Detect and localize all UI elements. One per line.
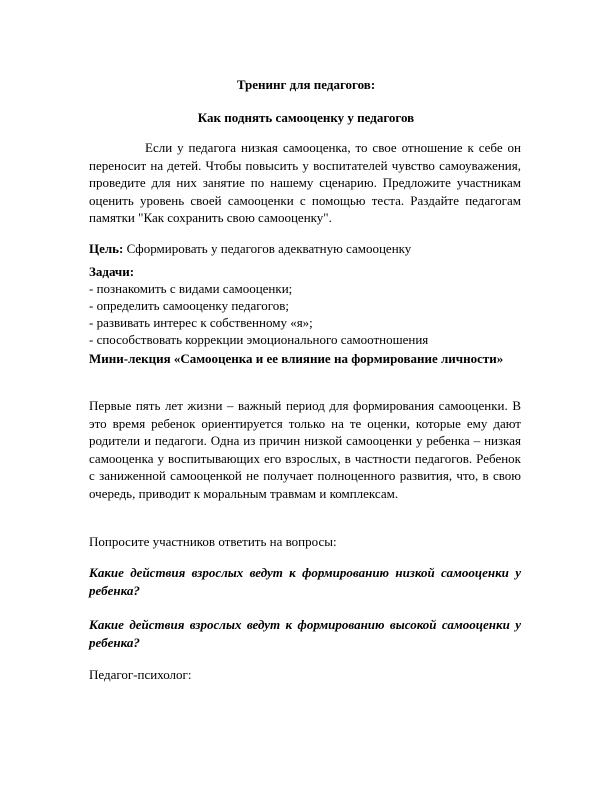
lecture-title: Мини-лекция «Самооценка и ее влияние на формирование личности» <box>89 351 504 366</box>
question-2: Какие действия взрослых ведут к формированию высокой самооценки у ребенка? <box>89 617 521 650</box>
lecture-paragraph: Первые пять лет жизни – важный период для формирования самооценки. В это время ребенок ориентируется только на те оценки, которые ему дают родители и педагоги. Одна из причин низкой самооценки у ребенка – низкая самооценка у воспитывающих его взрослых, в частности педагогов. Ребенок с заниженной самооценкой не получает полноценного развития, что, в свою очередь, приводит к моральным травмам и комплексам. <box>89 398 521 501</box>
goal-line <box>89 241 411 257</box>
goal-label: Цель: <box>89 241 124 256</box>
intro-paragraph: Если у педагога низкая самооценка, то свое отношение к себе он переносит на детей. Чтобы повысить у воспитателей чувство самоуважения, проведите для них занятие по нашему сценарию. Предложите участникам оценить уровень своей самооценки с помощью теста. Раздайте педагогам памятки "Как сохранить свою самооценку". <box>89 140 521 225</box>
document-subtitle: Как поднять самооценку у педагогов <box>197 110 415 125</box>
tasks-label: Задачи: <box>89 264 135 279</box>
task-item: - способствовать коррекции эмоционального самоотношения <box>89 332 429 347</box>
goal-text: Сформировать у педагогов адекватную самооценку <box>123 241 412 256</box>
task-item: - развивать интерес к собственному «я»; <box>89 315 313 330</box>
psychologist-label: Педагог-психолог: <box>89 667 192 682</box>
ask-line: Попросите участников ответить на вопросы: <box>89 534 337 549</box>
task-item: - определить самооценку педагогов; <box>89 298 290 313</box>
question-1: Какие действия взрослых ведут к формированию низкой самооценки у ребенка? <box>89 565 521 598</box>
task-item: - познакомить с видами самооценки; <box>89 281 293 296</box>
document-title: Тренинг для педагогов: <box>236 77 376 92</box>
